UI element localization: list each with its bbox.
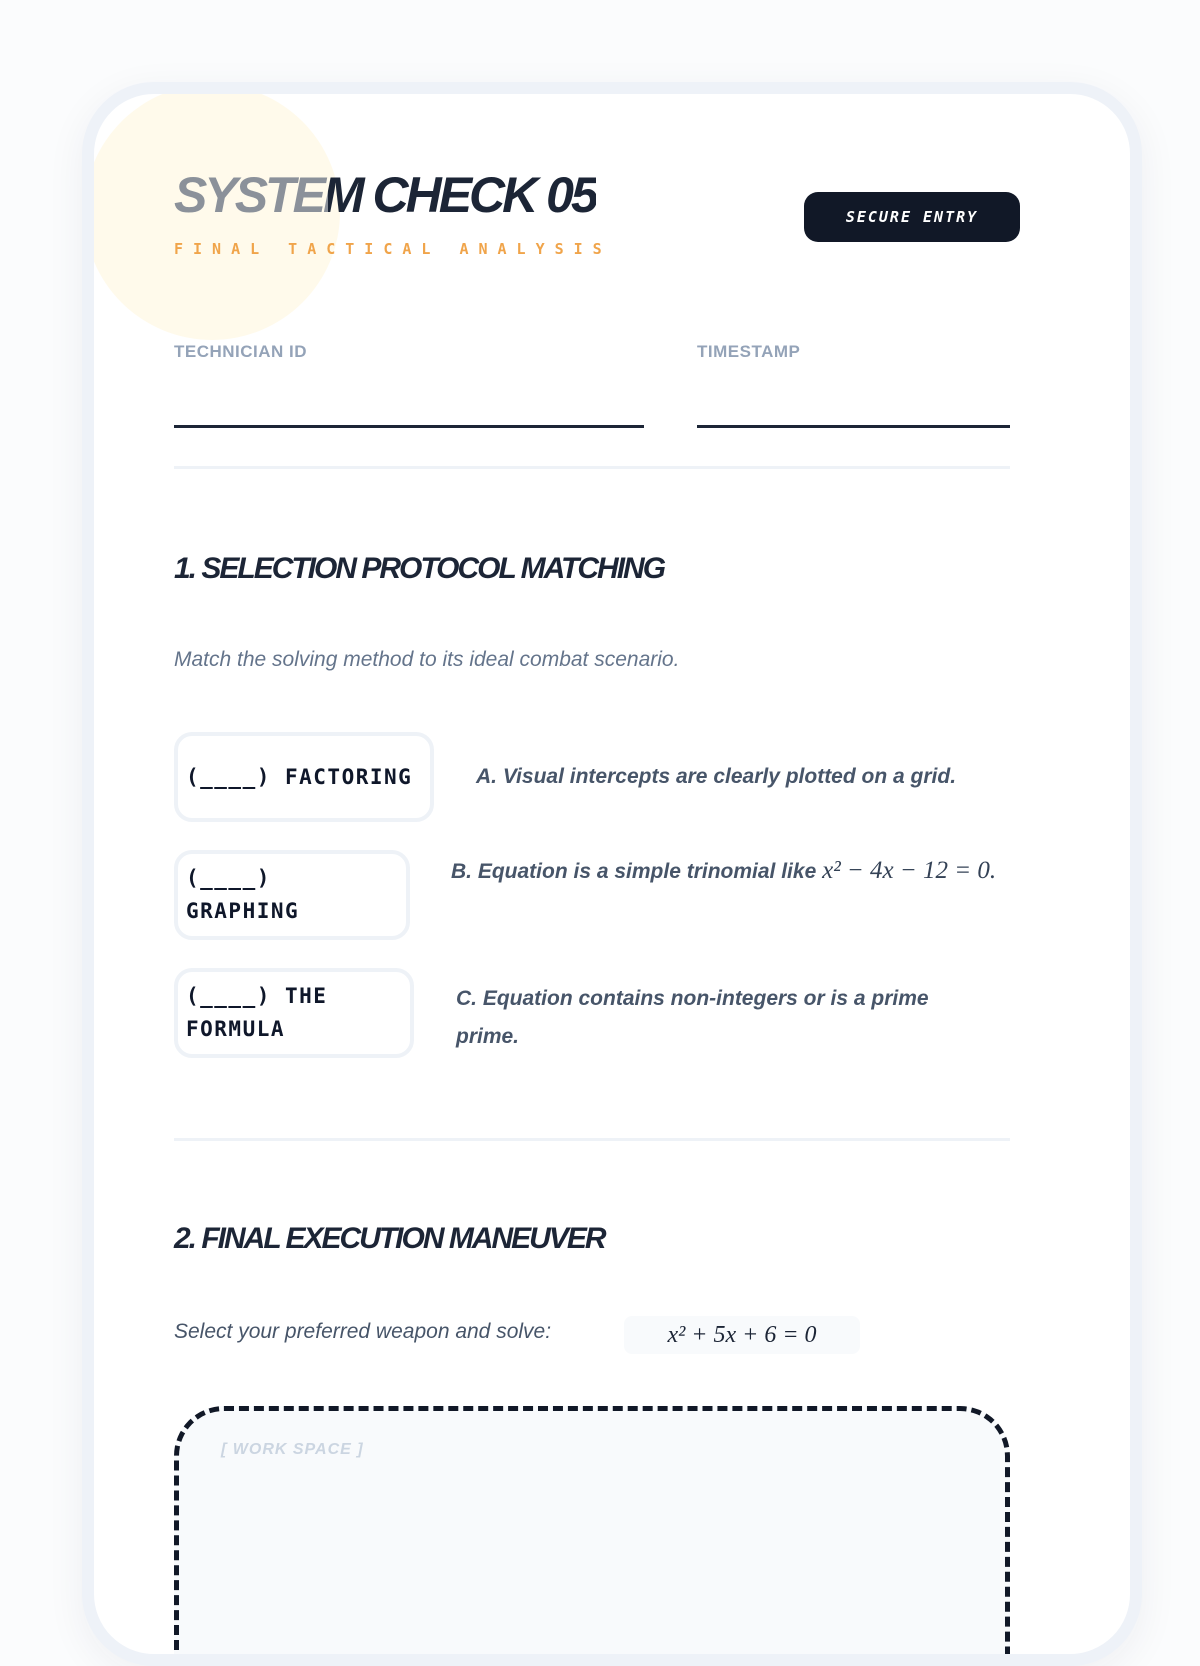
section-2-instruction: Select your preferred weapon and solve:: [174, 1320, 552, 1343]
scenario-b: [451, 850, 1011, 893]
technician-id-label: TECHNICIAN ID: [174, 342, 308, 361]
scenario-a: A. Visual intercepts are clearly plotted on a grid.: [476, 765, 957, 788]
method-factoring-box[interactable]: [174, 732, 434, 822]
section-1-instruction: Match the solving method to its ideal combat scenario.: [174, 648, 680, 671]
work-space-label: [ WORK SPACE ]: [221, 1441, 364, 1458]
worksheet-card: [82, 82, 1142, 1666]
secure-entry-badge: SECURE ENTRY: [804, 192, 1020, 242]
section-1-title: 1. SELECTION PROTOCOL MATCHING: [174, 552, 665, 585]
method-formula-label: (____) THE FORMULA: [186, 984, 328, 1041]
timestamp-label: TIMESTAMP: [697, 342, 801, 361]
target-equation: x² + 5x + 6 = 0: [624, 1316, 860, 1354]
method-graphing-box[interactable]: [174, 850, 410, 940]
page-subtitle: FINAL TACTICAL ANALYSIS: [174, 240, 612, 258]
scenario-c: C. Equation contains non-integers or is a prime prime.: [456, 987, 929, 1048]
work-space-area[interactable]: [174, 1406, 1010, 1666]
section-2-title: 2. FINAL EXECUTION MANEUVER: [174, 1222, 605, 1255]
divider: [174, 466, 1010, 469]
method-graphing-label: (____) GRAPHING: [186, 866, 300, 923]
method-factoring-label: (____) FACTORING: [186, 764, 413, 789]
technician-id-field[interactable]: [174, 425, 644, 428]
divider: [174, 1138, 1010, 1141]
scenario-b-text: B. Equation is a simple trinomial like: [451, 860, 823, 883]
page-title: SYSTEM CHECK 05: [174, 167, 596, 223]
method-formula-box[interactable]: [174, 968, 414, 1058]
scenario-b-equation: x² − 4x − 12 = 0.: [822, 857, 997, 884]
timestamp-field[interactable]: [697, 425, 1010, 428]
